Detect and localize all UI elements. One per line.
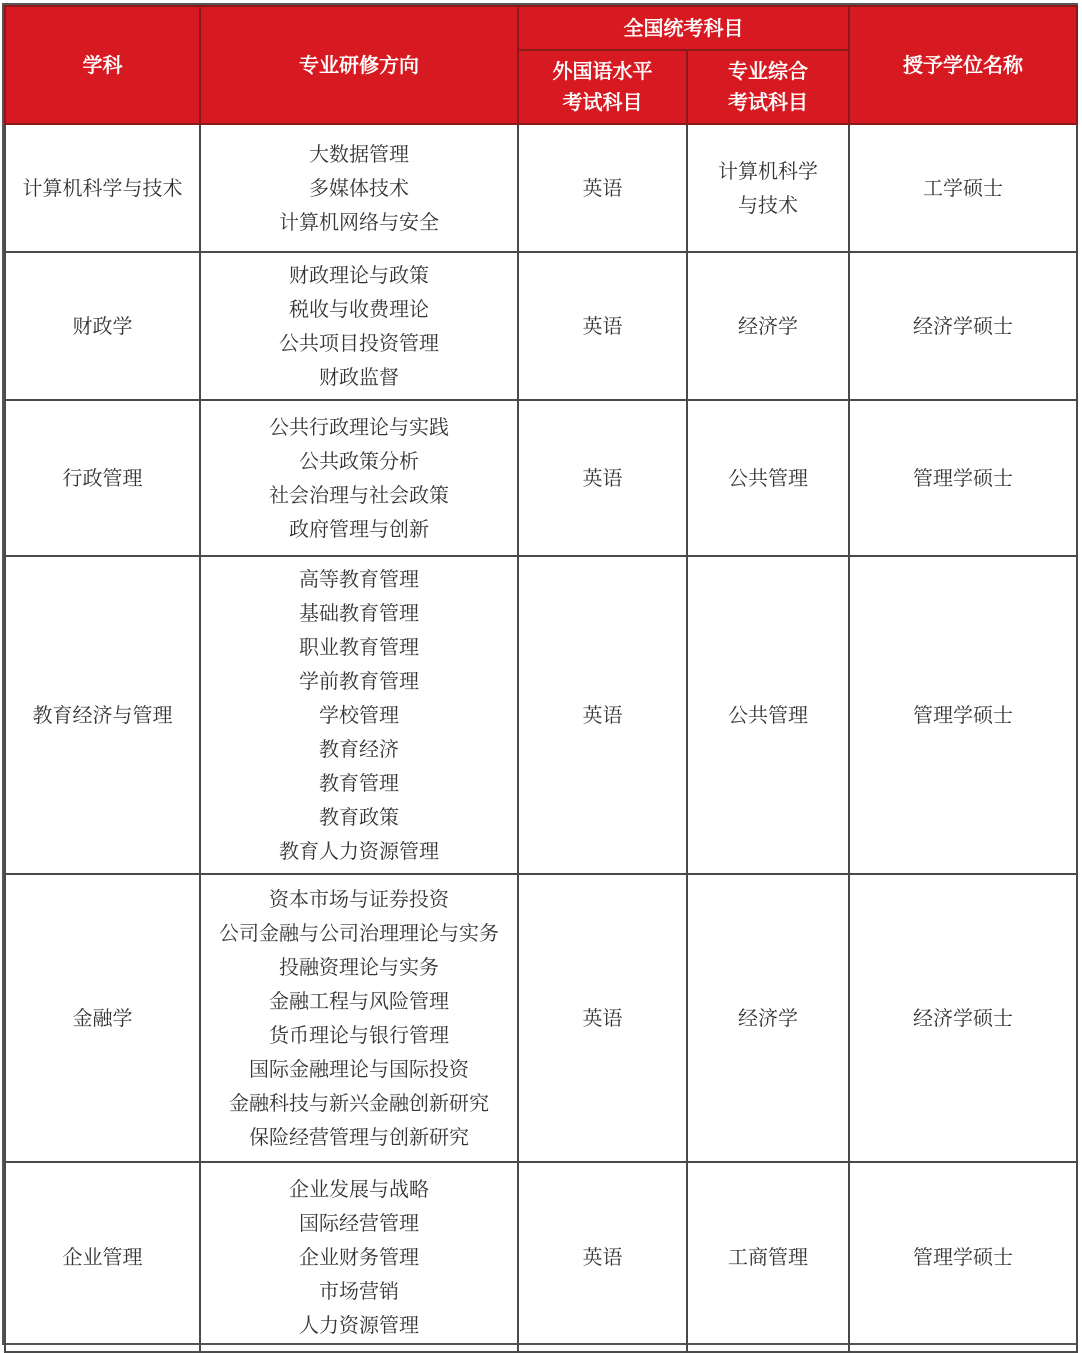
table-row	[5, 874, 1077, 1162]
directions-cell	[200, 1162, 518, 1352]
direction-item: 投融资理论与实务	[279, 955, 439, 979]
header-subject: 学科	[5, 6, 200, 124]
direction-item: 资本市场与证券投资	[269, 887, 449, 911]
header-major-comprehensive-line: 专业综合	[728, 59, 808, 83]
header-foreign-language	[518, 50, 687, 124]
direction-item: 学校管理	[319, 703, 399, 727]
major-exam-line: 计算机科学	[718, 159, 818, 183]
direction-item: 人力资源管理	[299, 1313, 419, 1337]
direction-item: 企业发展与战略	[289, 1177, 429, 1201]
header-foreign-language-line: 外国语水平	[552, 59, 653, 83]
direction-item: 社会治理与社会政策	[269, 483, 449, 507]
major-exam-line: 工商管理	[728, 1245, 808, 1269]
program-table	[4, 5, 1078, 1353]
direction-item: 货币理论与银行管理	[269, 1023, 449, 1047]
direction-item: 国际金融理论与国际投资	[249, 1057, 469, 1081]
subject-cell: 教育经济与管理	[5, 556, 200, 874]
direction-item: 公司金融与公司治理理论与实务	[219, 921, 499, 945]
language-cell: 英语	[518, 400, 687, 556]
table-row	[5, 556, 1077, 874]
subject-cell: 企业管理	[5, 1162, 200, 1352]
direction-item: 计算机网络与安全	[279, 210, 439, 234]
header-major-comprehensive-line: 考试科目	[728, 90, 808, 114]
direction-item: 教育政策	[319, 805, 399, 829]
direction-item: 公共项目投资管理	[279, 331, 439, 355]
direction-item: 教育管理	[319, 771, 399, 795]
language-cell: 英语	[518, 556, 687, 874]
program-table-container	[2, 3, 1078, 1345]
direction-item: 职业教育管理	[299, 635, 419, 659]
directions-cell	[200, 874, 518, 1162]
direction-item: 基础教育管理	[299, 601, 419, 625]
language-cell: 英语	[518, 252, 687, 400]
directions-cell	[200, 252, 518, 400]
subject-cell: 财政学	[5, 252, 200, 400]
major-exam-cell	[687, 556, 849, 874]
direction-item: 大数据管理	[309, 142, 409, 166]
major-exam-line: 经济学	[738, 1006, 798, 1030]
directions-cell	[200, 400, 518, 556]
direction-item: 教育经济	[319, 737, 399, 761]
direction-item: 国际经营管理	[299, 1211, 419, 1235]
major-exam-cell	[687, 1162, 849, 1352]
header-major-comprehensive	[687, 50, 849, 124]
header-foreign-language-line: 考试科目	[562, 90, 643, 114]
degree-cell: 经济学硕士	[849, 252, 1077, 400]
table-row	[5, 124, 1077, 252]
direction-item: 教育人力资源管理	[279, 839, 439, 863]
direction-item: 公共政策分析	[299, 449, 419, 473]
major-exam-line: 公共管理	[728, 703, 808, 727]
directions-cell	[200, 124, 518, 252]
header-exam-group: 全国统考科目	[518, 6, 849, 50]
table-row	[5, 400, 1077, 556]
direction-item: 多媒体技术	[309, 176, 409, 200]
language-cell: 英语	[518, 874, 687, 1162]
table-row	[5, 252, 1077, 400]
major-exam-cell	[687, 874, 849, 1162]
major-exam-line: 与技术	[738, 193, 798, 217]
subject-cell: 行政管理	[5, 400, 200, 556]
major-exam-cell	[687, 252, 849, 400]
directions-cell	[200, 556, 518, 874]
direction-item: 企业财务管理	[299, 1245, 419, 1269]
direction-item: 高等教育管理	[299, 567, 419, 591]
direction-item: 财政监督	[319, 365, 399, 389]
major-exam-cell	[687, 400, 849, 556]
direction-item: 公共行政理论与实践	[269, 415, 449, 439]
direction-item: 金融科技与新兴金融创新研究	[229, 1091, 489, 1115]
header-degree: 授予学位名称	[849, 6, 1077, 124]
language-cell: 英语	[518, 1162, 687, 1352]
degree-cell: 经济学硕士	[849, 874, 1077, 1162]
degree-cell: 工学硕士	[849, 124, 1077, 252]
header-direction: 专业研修方向	[200, 6, 518, 124]
degree-cell: 管理学硕士	[849, 1162, 1077, 1352]
subject-cell: 金融学	[5, 874, 200, 1162]
table-row	[5, 1162, 1077, 1352]
language-cell: 英语	[518, 124, 687, 252]
direction-item: 税收与收费理论	[289, 297, 429, 321]
major-exam-cell	[687, 124, 849, 252]
table-header	[5, 6, 1077, 124]
direction-item: 财政理论与政策	[289, 263, 429, 287]
major-exam-line: 经济学	[738, 314, 798, 338]
subject-cell: 计算机科学与技术	[5, 124, 200, 252]
major-exam-line: 公共管理	[728, 466, 808, 490]
degree-cell: 管理学硕士	[849, 556, 1077, 874]
degree-cell: 管理学硕士	[849, 400, 1077, 556]
direction-item: 学前教育管理	[299, 669, 419, 693]
direction-item: 保险经营管理与创新研究	[249, 1125, 469, 1149]
direction-item: 金融工程与风险管理	[269, 989, 449, 1013]
direction-item: 政府管理与创新	[289, 517, 429, 541]
direction-item: 市场营销	[319, 1279, 399, 1303]
